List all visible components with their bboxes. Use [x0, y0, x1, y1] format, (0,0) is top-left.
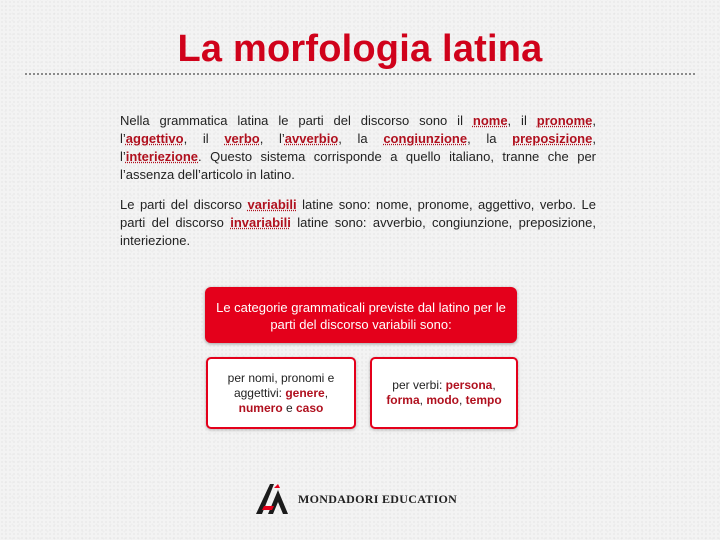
text-run: , la — [467, 131, 513, 146]
term-congiunzione: congiunzione — [383, 131, 468, 146]
term-interiezione: interiezione — [125, 149, 199, 164]
term-pronome: pronome — [536, 113, 593, 128]
publisher-brand — [252, 480, 492, 516]
verbs-categories-text — [372, 378, 516, 408]
term-preposizione: preposizione — [512, 131, 593, 146]
nouns-categories-text — [208, 371, 354, 416]
text-run: , — [459, 393, 466, 407]
term-avverbio: avverbio — [284, 131, 339, 146]
term-invariabili: invariabili — [230, 215, 291, 230]
text-run: , — [324, 385, 329, 400]
slide-title: La morfologia latina — [177, 28, 543, 70]
term-aggettivo: aggettivo — [125, 131, 184, 146]
text-run: Nella grammatica latina le parti del discorso sono il — [120, 113, 473, 128]
term-variabili: variabili — [247, 197, 297, 212]
term-caso: caso — [296, 400, 324, 415]
text-run: , il — [507, 113, 537, 128]
text-run: , l’ — [120, 131, 596, 164]
term-modo: modo — [426, 393, 459, 407]
nouns-categories-box — [206, 357, 356, 429]
text-run: latine sono: nome, pronome, aggettivo, verbo. Le parti del discorso — [120, 197, 597, 230]
term-nome: nome — [472, 113, 508, 128]
text-run: latine sono: avverbio, congiunzione, preposizione, interiezione. — [120, 215, 596, 248]
mondadori-rose-logo-icon — [252, 480, 292, 516]
text-run: , l’ — [120, 113, 596, 146]
text-run: per nomi, pronomi e aggettivi: — [227, 370, 335, 400]
term-tempo: tempo — [465, 393, 502, 407]
text-run: , — [419, 393, 427, 407]
text-run: e — [282, 400, 296, 415]
text-run: , — [492, 378, 496, 392]
text-run: per verbi: — [392, 378, 446, 392]
term-genere: genere — [285, 385, 325, 400]
publisher-name: MONDADORI EDUCATION — [298, 492, 458, 506]
term-forma: forma — [386, 393, 420, 407]
text-run: , l’ — [259, 131, 285, 146]
categories-header-box: Le categorie grammaticali previste dal latino per le parti del discorso variabili sono: — [205, 287, 517, 343]
text-run: Le parti del discorso — [120, 197, 248, 212]
term-persona: persona — [445, 378, 493, 392]
term-numero: numero — [238, 400, 283, 415]
intro-paragraph — [120, 112, 596, 184]
term-verbo: verbo — [224, 131, 260, 146]
variable-parts-paragraph — [120, 196, 596, 250]
text-run: , il — [183, 131, 225, 146]
text-run: , la — [338, 131, 384, 146]
verbs-categories-box — [370, 357, 518, 429]
title-divider — [25, 73, 695, 75]
text-run: . Questo sistema corrisponde a quello italiano, tranne che per l’assenza dell’articolo in latino. — [120, 149, 596, 182]
